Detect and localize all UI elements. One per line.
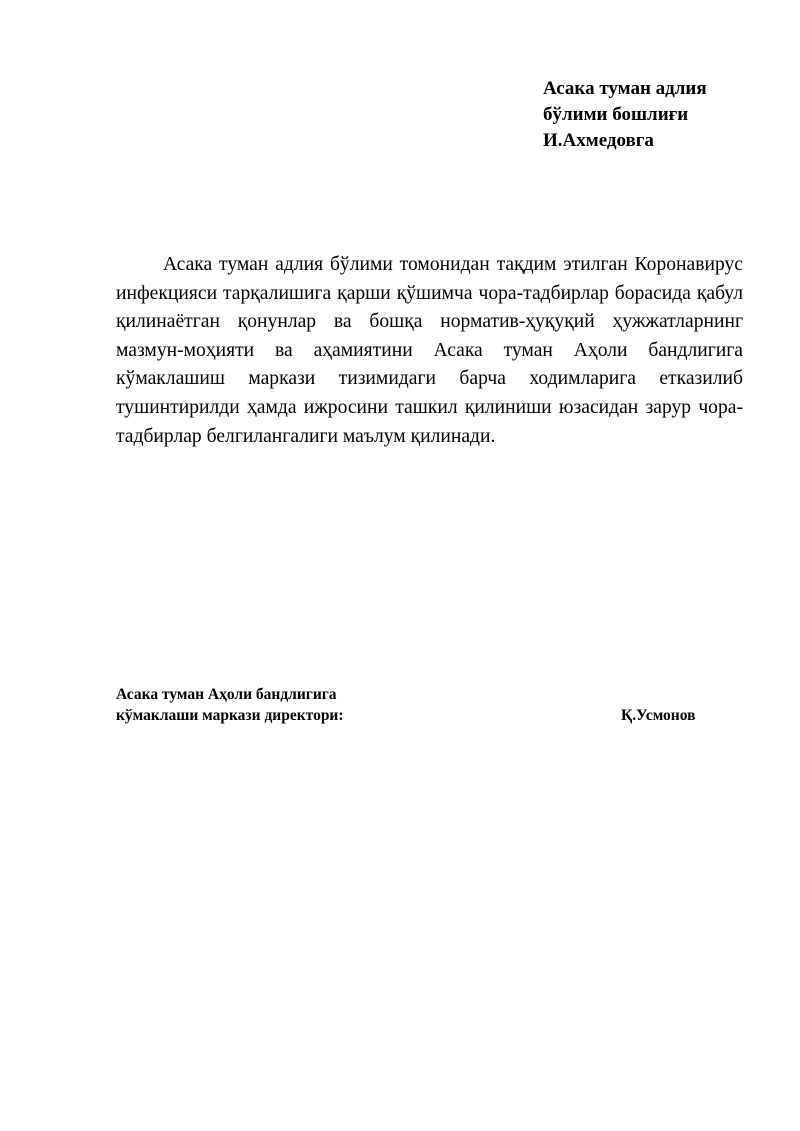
addressee-line-3: И.Ахмедовга — [543, 130, 654, 151]
addressee-block — [543, 76, 773, 154]
addressee-line-2: бўлими бошлиғи — [543, 104, 689, 125]
body-paragraph: Асака туман адлия бўлими томонидан тақдим этилган Коронавирус инфекцияси тарқалишига қарши қўшимча чора-тадбирлар борасида қабул қилинаётган қонунлар ва бошқа норматив-ҳуқуқий ҳужжатларнинг мазмун-моҳияти ва аҳамиятини Асака туман Аҳоли бандлигига кўмаклашиш маркази тизимидаги барча ходимларига етказилиб тушинтирилди ҳамда ижросини ташкил қилиниши юзасидан зарур чора-тадбирлар белгилангалиги маълум қилинади. — [116, 254, 743, 447]
signature-title-line-1 — [116, 684, 716, 705]
signature-title-line-2 — [116, 705, 716, 726]
signature-position: кўмаклаши маркази директори: — [116, 707, 344, 724]
signature-block — [116, 684, 716, 726]
signature-organization: Асака туман Аҳоли бандлигига — [116, 686, 337, 703]
addressee-line-1: Асака туман адлия — [543, 78, 707, 99]
signatory-name: Қ.Усмонов — [621, 707, 696, 724]
